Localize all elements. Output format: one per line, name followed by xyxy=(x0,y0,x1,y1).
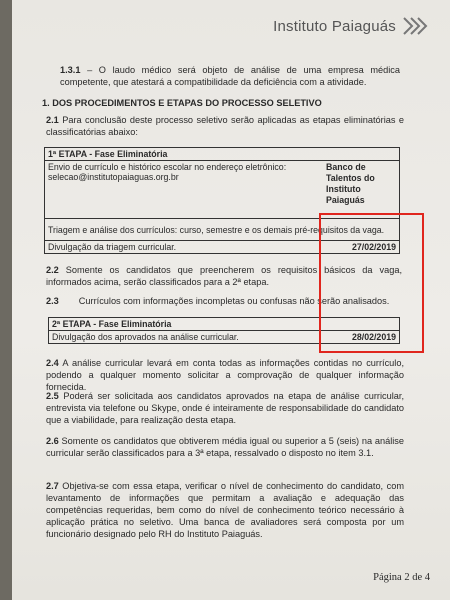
paragraph-2-1 xyxy=(46,114,404,138)
envio-text: Envio de currículo e histórico escolar no endereço eletrônico: selecao@institutopaiaguas.org.br xyxy=(45,161,324,219)
institute-logo xyxy=(273,16,430,36)
item-text: Objetiva-se com essa etapa, verificar o nível de conhecimento do candidato, com levantamento de informações que permitam a avaliação e adequação das competências requeridas, bem como do nível de conhecimento teórico necessário à aplicação prática no seletivo. Uma banca de avaliadores será composta por um funcionário designado pelo RH do Instituto Paiaguás. xyxy=(46,481,404,539)
paragraph-2-5 xyxy=(46,390,404,426)
section-title: 1. DOS PROCEDIMENTOS E ETAPAS DO PROCESSO SELETIVO xyxy=(42,98,322,108)
paragraph-1-3-1 xyxy=(60,64,400,88)
item-number: 2.5 xyxy=(46,391,59,401)
item-number: 2.3 xyxy=(46,296,59,306)
item-number: 2.7 xyxy=(46,481,59,491)
divulgacao-triagem-date: 27/02/2019 xyxy=(323,241,400,254)
paragraph-2-4 xyxy=(46,357,404,393)
paragraph-2-6 xyxy=(46,435,404,459)
item-number: 2.6 xyxy=(46,436,59,446)
item-number: 2.4 xyxy=(46,358,59,368)
item-text: Currículos com informações incompletas ou confusas não serão analisados. xyxy=(78,296,390,306)
item-text: Poderá ser solicitada aos candidatos aprovados na etapa de análise curricular, entrevista via telefone ou Skype, onde é inteiramente de responsabilidade do candidato que a viabilidade, para realização desta etapa. xyxy=(46,391,404,425)
item-text: Somente os candidatos que obtiverem média igual ou superior a 5 (seis) na análise curricular serão classificados para a 3ª etapa, ressalvado o disposto no item 3.1. xyxy=(46,436,404,458)
page-number: Página 2 de 4 xyxy=(373,572,430,583)
item-text: Somente os candidatos que preencherem os requisitos básicos da vaga, informados acima, serão classificados para a 2ª etapa. xyxy=(46,265,402,287)
paragraph-2-7 xyxy=(46,480,404,540)
item-text: Para conclusão deste processo seletivo serão aplicadas as etapas eliminatórias e classificatórias abaixo: xyxy=(46,115,404,137)
item-number: 2.1 xyxy=(46,115,59,125)
logo-text: Instituto Paiaguás xyxy=(273,17,396,35)
etapa-2-header: 2ª ETAPA - Fase Eliminatória xyxy=(49,318,400,331)
etapa-1-header: 1ª ETAPA - Fase Eliminatória xyxy=(45,148,400,161)
envio-value: Banco de Talentos do Instituto Paiaguás xyxy=(323,161,400,219)
chevrons-logo-icon xyxy=(402,16,430,36)
highlight-annotation-box xyxy=(319,213,424,353)
item-text: A análise curricular levará em conta todas as informações contidas no currículo, podendo a qualquer momento solicitar a comprovação de qualquer informação fornecida. xyxy=(46,358,404,392)
item-text: – O laudo médico será objeto de análise de uma empresa médica competente, que atestará a compatibilidade da deficiência com a atividade. xyxy=(60,65,400,87)
divulgacao-aprovados-date: 28/02/2019 xyxy=(327,331,400,344)
triagem-text: Triagem e análise dos currículos: curso, semestre e os demais pré-requisitos da vaga. xyxy=(45,219,400,241)
divulgacao-aprovados-text: Divulgação dos aprovados na análise curricular. xyxy=(49,331,327,344)
item-number: 2.2 xyxy=(46,265,59,275)
item-number: 1.3.1 xyxy=(60,65,81,75)
divulgacao-triagem-text: Divulgação da triagem curricular. xyxy=(45,241,324,254)
